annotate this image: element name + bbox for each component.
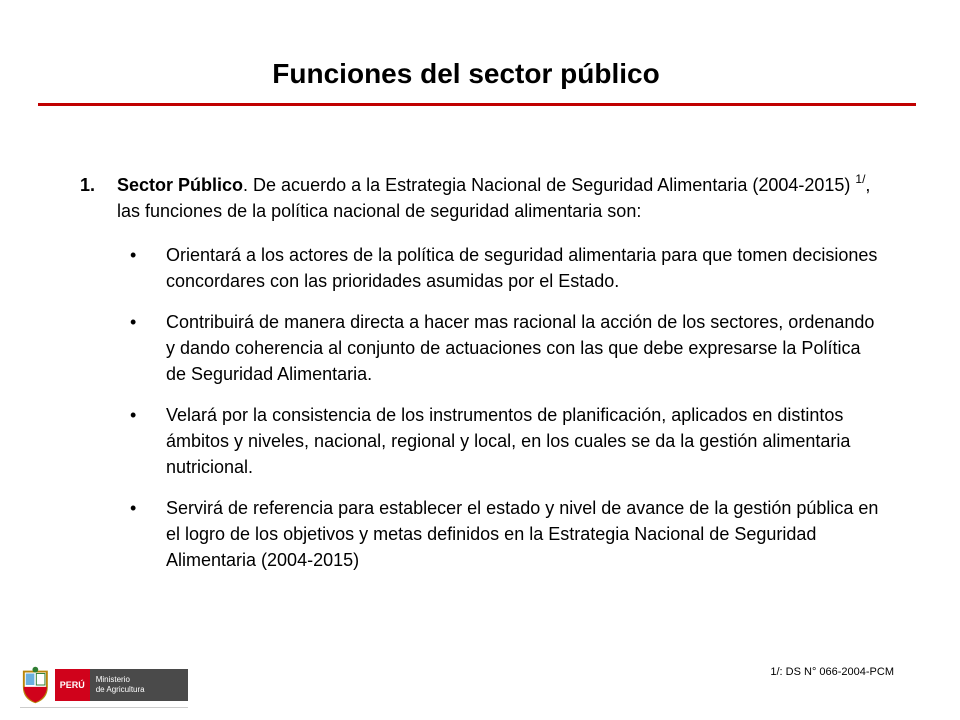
list-item	[80, 495, 880, 573]
item-lead: Sector Público	[117, 175, 244, 195]
footnote: 1/: DS N° 066-2004-PCM	[770, 666, 894, 678]
list-item	[80, 402, 880, 480]
bullet-icon: •	[130, 312, 137, 332]
bullet-text: Servirá de referencia para establecer el estado y nivel de avance de la gestión pública en el logro de los objetivos y metas definidos en la Estrategia Nacional de Seguridad Alimentaria (2004-2015)	[166, 498, 879, 570]
ministry-line-2: de Agricultura	[95, 685, 145, 694]
ministry-logo	[20, 663, 188, 708]
coat-of-arms-icon	[20, 665, 51, 705]
numbered-item	[80, 172, 880, 224]
item-text-1: . De acuerdo a la Estrategia Nacional de Seguridad Alimentaria (2004-2015)	[243, 175, 856, 195]
list-item	[80, 242, 880, 294]
bullet-text: Orientará a los actores de la política de seguridad alimentaria para que tomen decisiones concordares con las prioridades asumidas por el Estado.	[166, 245, 878, 291]
bullet-list	[80, 242, 880, 573]
ministry-label	[90, 669, 188, 701]
bullet-icon: •	[130, 405, 137, 425]
item-text	[117, 172, 880, 224]
bullet-text: Contribuirá de manera directa a hacer mas racional la acción de los sectores, ordenando y dando coherencia al conjunto de actuaciones con las que debe expresarse la Política de Seguridad Alimentaria.	[166, 312, 875, 384]
bullet-icon: •	[130, 498, 137, 518]
ministry-line-1: Ministerio	[95, 675, 130, 684]
list-item	[80, 309, 880, 387]
main-content	[80, 172, 880, 588]
bullet-icon: •	[130, 245, 137, 265]
item-number: 1.	[80, 175, 96, 195]
bullet-text: Velará por la consistencia de los instrumentos de planificación, aplicados en distintos ámbitos y niveles, nacional, regional y local, en los cuales se da la gestión alimentaria nutricional.	[166, 405, 851, 477]
item-text-2: , las funciones de la política nacional de seguridad alimentaria son:	[117, 175, 871, 221]
title-divider	[38, 103, 916, 106]
page-title: Funciones del sector público	[272, 58, 660, 89]
peru-label: PERÚ	[55, 669, 90, 701]
footnote-ref: 1/	[855, 172, 866, 186]
